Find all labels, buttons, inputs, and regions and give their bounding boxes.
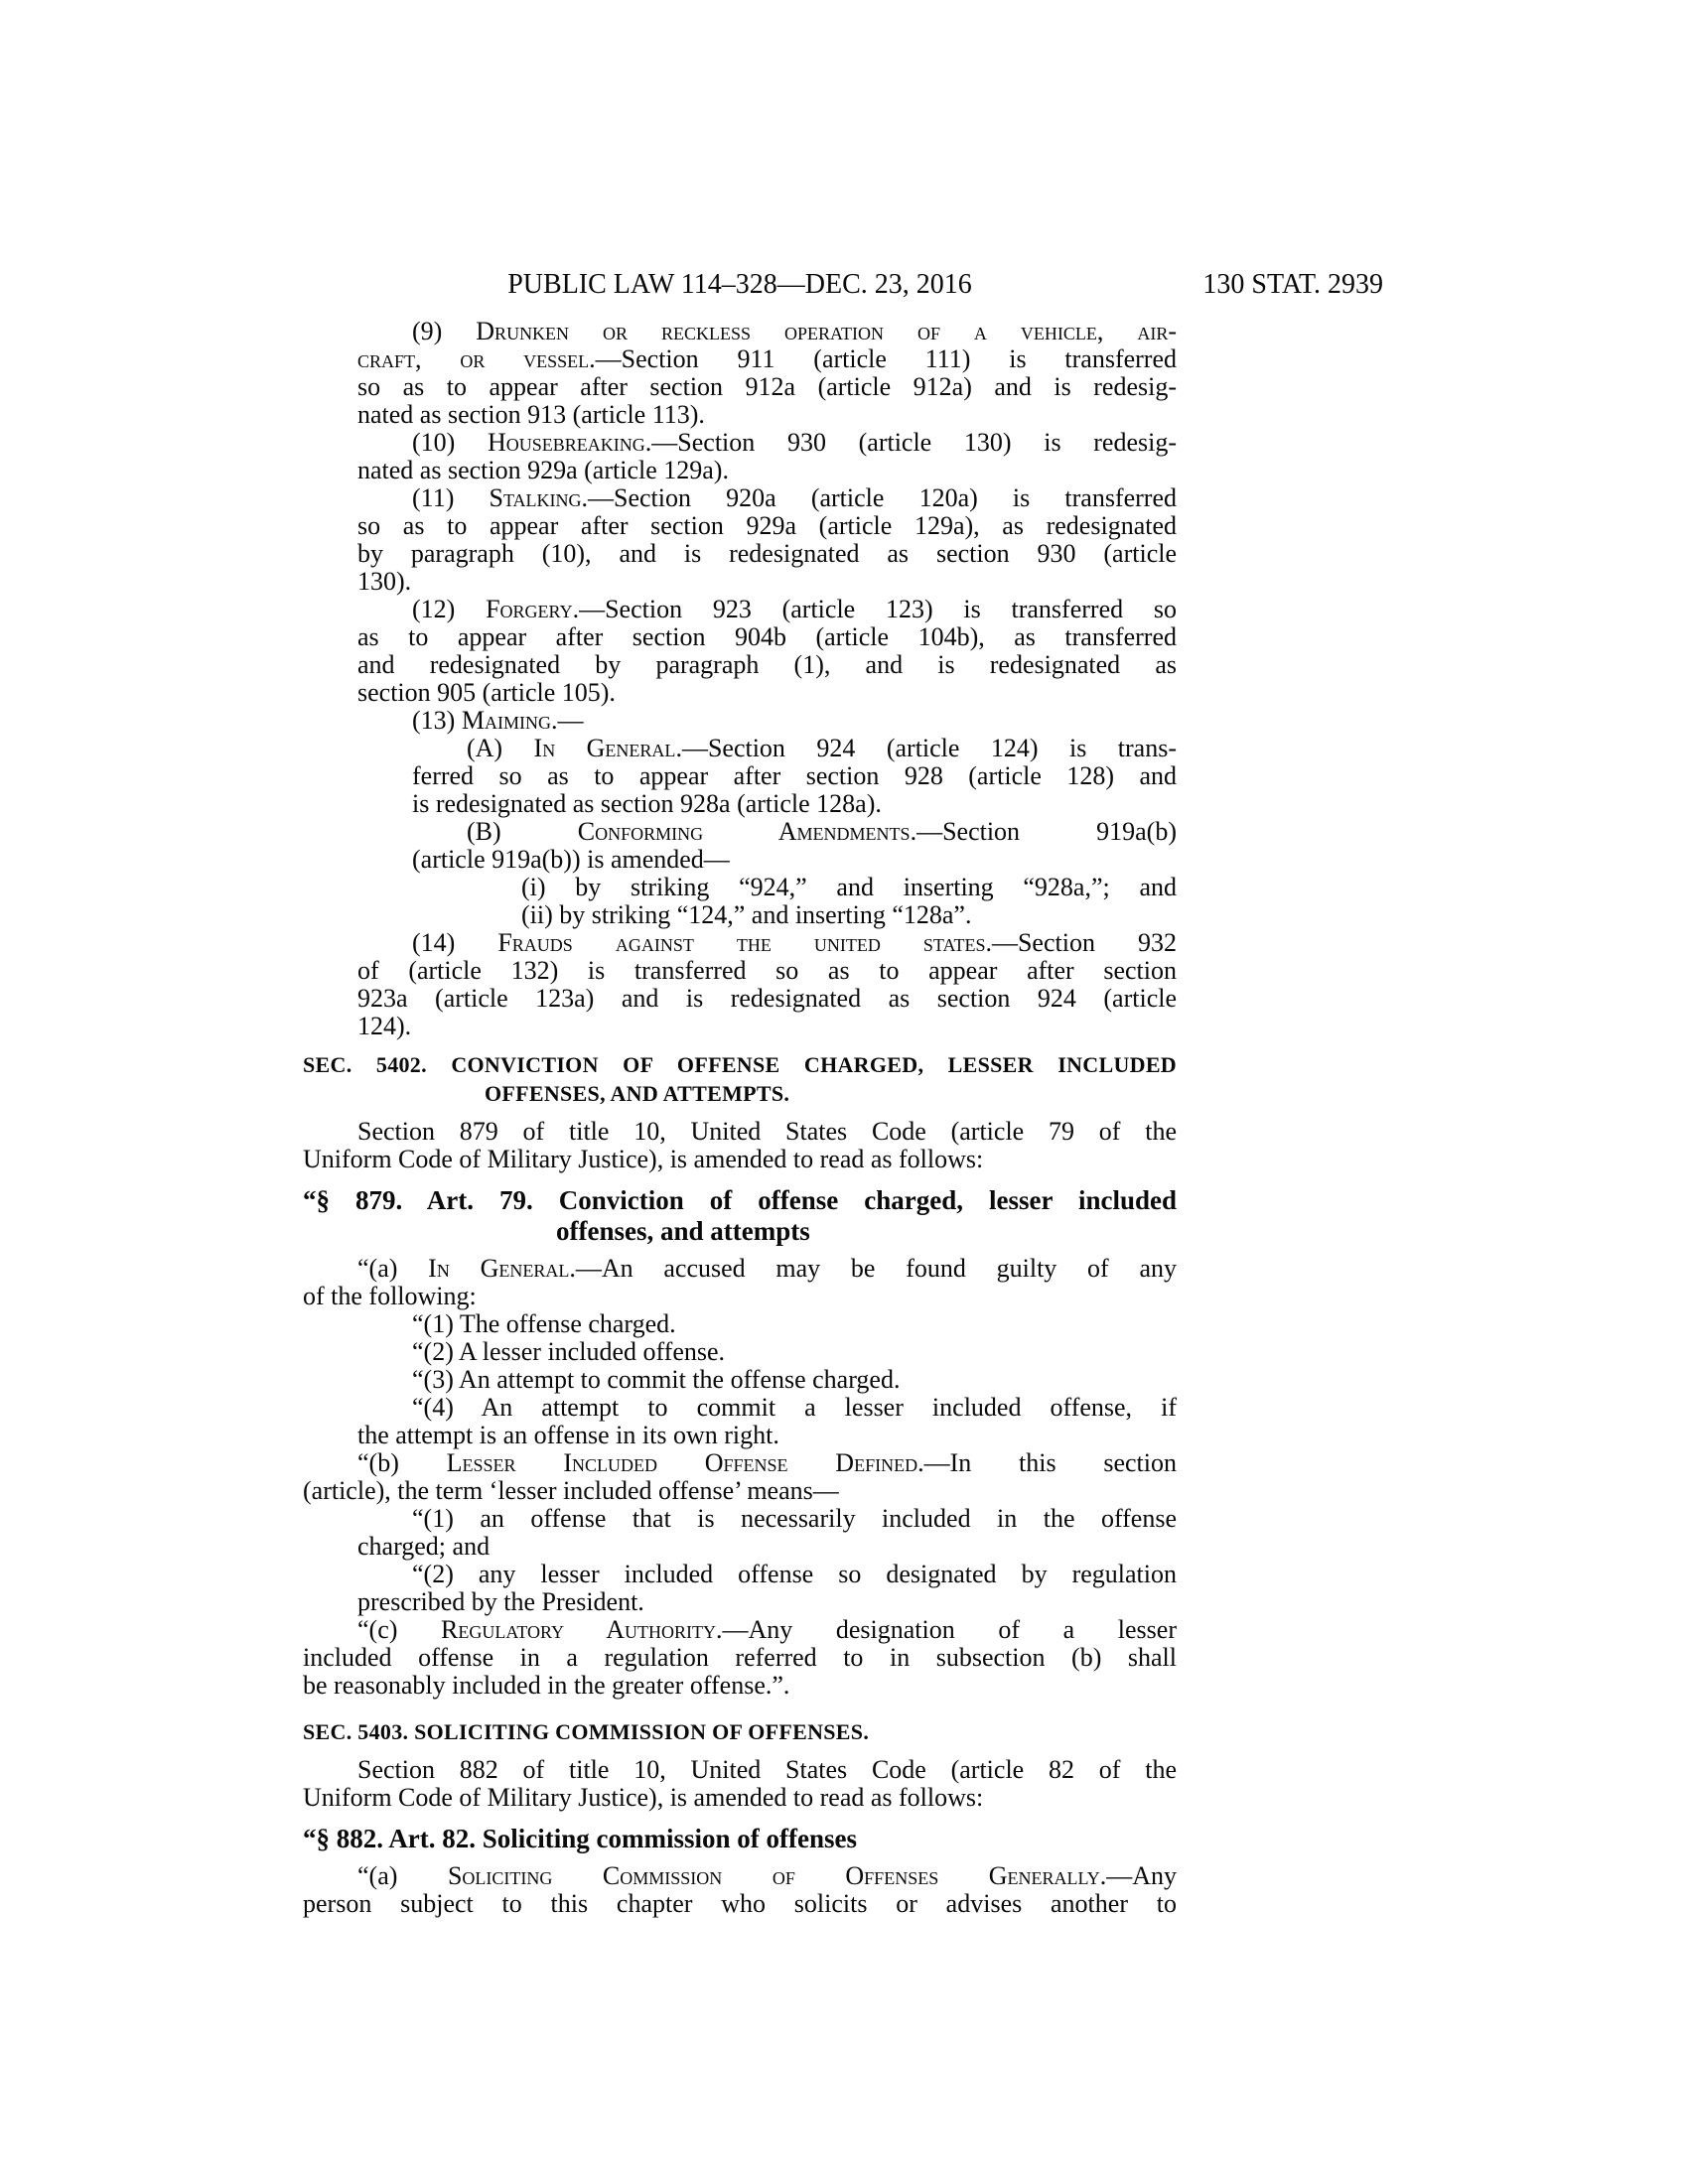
text-segment: person subject to this chapter who solicits or advises another to [303,1889,1177,1918]
text-line [303,1079,1177,1108]
small-caps-text: Maiming [461,706,551,735]
text-segment: and redesignated by paragraph (1), and is redesignated as [357,650,1177,679]
text-segment: .—Section 930 (article 130) is redesig- [644,428,1177,457]
text-line [303,568,1177,596]
small-caps-text: Stalking [489,483,582,512]
text-line [303,1477,1177,1505]
text-segment: .—Section 924 (article 124) is trans- [675,734,1177,762]
text-line [303,1013,1177,1040]
text-segment: 923a (article 123a) and is redesignated as section 924 (article [357,984,1177,1013]
text-line [303,457,1177,484]
text-segment: (article), the term ‘lesser included offense’ means— [303,1476,839,1505]
text-line [303,957,1177,985]
text-line [303,1185,1177,1216]
small-caps-text: Drunken or reckless operation of a vehicle, air- [476,317,1177,345]
text-segment: (A) [467,734,534,762]
text-line [303,818,1177,846]
text-segment: so as to appear after section 929a (article 129a), as redesignated [357,511,1177,540]
text-segment: be reasonably included in the greater offense.”. [303,1671,790,1700]
text-line [303,1561,1177,1588]
text-segment: (9) [412,317,477,345]
text-line [303,901,1177,929]
text-segment: .—Section 920a (article 120a) is transferred [581,483,1177,512]
text-segment: .—Section 919a(b) [910,817,1177,846]
text-segment: SEC. 5402. CONVICTION OF OFFENSE CHARGED, LESSER INCLUDED [303,1052,1177,1077]
text-line [303,985,1177,1013]
text-segment: 130). [357,567,412,596]
text-segment: of the following: [303,1282,477,1310]
text-segment: “(4) An attempt to commit a lesser included offense, if [412,1393,1177,1422]
text-segment: ferred so as to appear after section 928 (article 128) and [412,761,1177,790]
text-segment: (11) [412,483,490,512]
small-caps-text: Soliciting Commission of Offenses Generally [447,1861,1100,1890]
text-segment: “(2) A lesser included offense. [412,1337,726,1366]
small-caps-text: Lesser Included Offense Defined [446,1448,918,1477]
text-line [303,679,1177,707]
text-segment: “(3) An attempt to commit the offense charged. [412,1365,901,1394]
text-segment: (12) [412,595,487,623]
text-line [303,1366,1177,1394]
text-line [303,1283,1177,1310]
text-line [303,1588,1177,1616]
small-caps-text: Forgery [486,595,573,623]
text-segment: (article 919a(b)) is amended— [412,845,730,874]
text-line [303,1394,1177,1422]
text-column [303,318,1177,1918]
text-segment: Uniform Code of Military Justice), is amended to read as follows: [303,1145,984,1173]
small-caps-text: craft, or vessel [357,344,590,373]
text-line [303,707,1177,735]
text-line [303,1338,1177,1366]
text-line [303,929,1177,957]
text-line [303,1310,1177,1338]
text-line [303,429,1177,457]
small-caps-text: In General [428,1254,570,1283]
text-segment: of (article 132) is transferred so as to appear after section [357,956,1177,985]
text-line [303,1717,1177,1746]
text-segment: .—In this section [917,1448,1177,1477]
text-line [303,651,1177,679]
text-line [303,1255,1177,1283]
text-segment: offenses, and attempts [556,1216,810,1246]
text-segment: “(c) [357,1615,442,1644]
text-line [303,735,1177,762]
text-segment: Section 879 of title 10, United States Code (article 79 of the [357,1117,1177,1146]
text-segment: included offense in a regulation referred to in subsection (b) shall [303,1643,1177,1672]
text-segment: by paragraph (10), and is redesignated as section 930 (article [357,539,1177,568]
text-line [303,1449,1177,1477]
text-segment: (14) [412,928,498,957]
text-line [303,1616,1177,1644]
small-caps-text: In General [533,734,676,762]
text-line [303,401,1177,429]
text-segment: Uniform Code of Military Justice), is amended to read as follows: [303,1783,984,1812]
text-segment: 124). [357,1012,412,1040]
text-line [303,1533,1177,1561]
small-caps-text: Conforming Amendments [577,817,911,846]
running-header-law-title: PUBLIC LAW 114–328—DEC. 23, 2016 [507,269,972,300]
text-line [303,1644,1177,1672]
text-segment: (10) [412,428,488,457]
small-caps-text: Housebreaking [488,428,645,457]
text-segment: .—Section 932 [985,928,1177,957]
text-segment: “(2) any lesser included offense so designated by regulation [412,1560,1177,1588]
text-segment: .—Any [1099,1861,1177,1890]
text-line [303,484,1177,512]
text-line [303,1146,1177,1173]
text-line [303,623,1177,651]
text-line [303,1756,1177,1784]
text-segment: (i) by striking “924,” and inserting “928a,”; and [521,873,1177,901]
text-segment: so as to appear after section 912a (article 912a) and is redesig- [357,372,1177,401]
text-segment: charged; and [357,1532,491,1561]
text-line [303,1784,1177,1812]
text-line [303,1118,1177,1146]
text-line [303,318,1177,345]
text-line [303,1050,1177,1079]
text-line [303,512,1177,540]
text-segment: .—Section 911 (article 111) is transferred [589,344,1178,373]
text-segment: the attempt is an offense in its own right. [357,1421,779,1449]
text-segment: nated as section 913 (article 113). [357,400,705,429]
text-line [303,1505,1177,1533]
text-segment: (13) [412,706,462,735]
text-segment: .—An accused may be found guilty of any [569,1254,1177,1283]
text-line [303,345,1177,373]
text-line [303,790,1177,818]
text-line [303,1422,1177,1449]
text-segment: (ii) by striking “124,” and inserting “128a”. [521,900,972,929]
text-segment: “§ 879. Art. 79. Conviction of offense charged, lesser included [303,1185,1177,1215]
text-segment: “(a) [357,1861,448,1890]
small-caps-text: Regulatory Authority [441,1615,716,1644]
text-segment: section 905 (article 105). [357,678,616,707]
text-line [303,762,1177,790]
stat-page-number: 130 STAT. 2939 [1202,269,1383,300]
text-line [303,1216,1177,1247]
text-line [303,596,1177,623]
text-line [303,846,1177,874]
text-line [303,373,1177,401]
text-segment: nated as section 929a (article 129a). [357,456,729,484]
text-segment: “(1) an offense that is necessarily included in the offense [412,1504,1177,1533]
text-segment: SEC. 5403. SOLICITING COMMISSION OF OFFENSES. [303,1719,870,1744]
text-segment: “(b) [357,1448,447,1477]
text-segment: .—Section 923 (article 123) is transferred so [572,595,1177,623]
text-segment: OFFENSES, AND ATTEMPTS. [485,1081,790,1106]
text-line [303,1862,1177,1890]
text-segment: “(a) [357,1254,429,1283]
text-segment: “§ 882. Art. 82. Soliciting commission of offenses [303,1824,857,1853]
text-segment: .—Any designation of a lesser [715,1615,1177,1644]
text-segment: Section 882 of title 10, United States Code (article 82 of the [357,1755,1177,1784]
small-caps-text: Frauds against the united states [497,928,986,957]
text-line [303,874,1177,901]
text-segment: as to appear after section 904b (article 104b), as transferred [357,622,1177,651]
text-segment: .— [550,706,584,735]
text-line [303,540,1177,568]
text-segment: (B) [467,817,578,846]
text-segment: is redesignated as section 928a (article 128a). [412,789,882,818]
text-line [303,1824,1177,1854]
text-segment: “(1) The offense charged. [412,1309,676,1338]
text-line [303,1672,1177,1700]
text-segment: prescribed by the President. [357,1587,644,1616]
text-line [303,1890,1177,1918]
